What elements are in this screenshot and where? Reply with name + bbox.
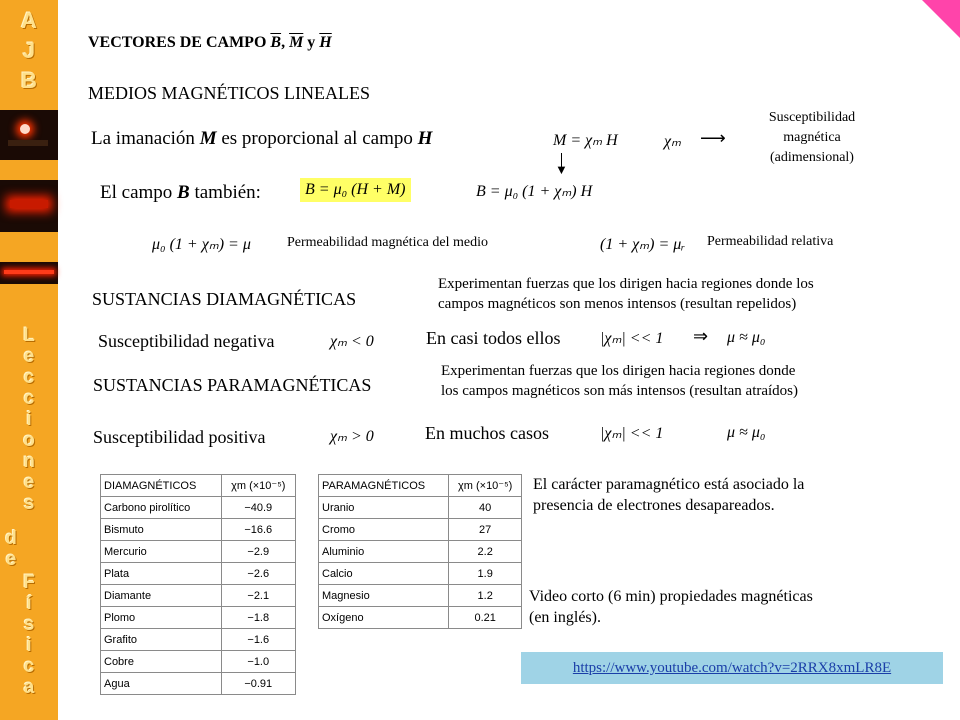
- title-sep: ,: [281, 34, 290, 51]
- paramagnetic-table: [318, 474, 522, 629]
- text: La imanación: [91, 128, 200, 149]
- material-name: Cobre: [101, 651, 222, 673]
- table-header-cell: PARAMAGNÉTICOS: [319, 475, 449, 497]
- label-line: Susceptibilidad: [768, 110, 856, 125]
- desc-line: los campos magnéticos son más intensos (resultan atraídos): [441, 383, 799, 399]
- label-line: (adimensional): [770, 150, 854, 165]
- title-vector-b: $\overline{B}$: [270, 34, 282, 51]
- sidebar-letter: B: [21, 68, 37, 93]
- material-name: Bismuto: [101, 519, 222, 541]
- table-row: [319, 563, 522, 585]
- title-text: VECTORES DE CAMPO: [88, 34, 271, 51]
- table-row: [319, 541, 522, 563]
- table-header-cell: DIAMAGNÉTICOS: [101, 475, 222, 497]
- formula-b-highlighted: B = μ₀ (H + M): [300, 178, 411, 202]
- lab-photo-3: [0, 262, 58, 284]
- table-row: [101, 629, 296, 651]
- approx-dia: |χₘ| << 1: [600, 330, 664, 347]
- susceptibility-value: 1.2: [449, 585, 522, 607]
- material-name: Magnesio: [319, 585, 449, 607]
- sidebar-letter: c: [23, 656, 35, 677]
- formula-b-chi: B = μ₀ (1 + χₘ) H: [476, 183, 593, 200]
- material-name: Diamante: [101, 585, 222, 607]
- table-header-row: [319, 475, 522, 497]
- video-link[interactable]: https://www.youtube.com/watch?v=2RRX8xmLR8E: [521, 652, 943, 684]
- magnetization-sentence: [91, 128, 432, 150]
- material-name: Uranio: [319, 497, 449, 519]
- title-vector-h: $\overline{H}$: [319, 34, 332, 51]
- lab-photo-1: [0, 110, 58, 160]
- result-para: μ ≈ μ₀: [727, 424, 766, 441]
- cases-dia: En casi todos ellos: [426, 328, 561, 348]
- table-row: [319, 607, 522, 629]
- material-name: Plata: [101, 563, 222, 585]
- chi-symbol: χₘ: [664, 133, 682, 150]
- susceptibility-value: 0.21: [449, 607, 522, 629]
- susceptibility-value: −1.6: [221, 629, 295, 651]
- cases-para: En muchos casos: [425, 423, 549, 443]
- video-note: [529, 586, 813, 628]
- table-row: [101, 519, 296, 541]
- relative-permeability-label: Permeabilidad relativa: [707, 234, 834, 249]
- susceptibility-value: −2.6: [221, 563, 295, 585]
- material-name: Cromo: [319, 519, 449, 541]
- material-name: Calcio: [319, 563, 449, 585]
- susceptibility-value: 40: [449, 497, 522, 519]
- table-row: [101, 651, 296, 673]
- note-line: presencia de electrones desapareados.: [533, 497, 775, 514]
- material-name: Carbono pirolítico: [101, 497, 222, 519]
- sidebar-letter: c: [23, 367, 35, 388]
- sidebar-letter: A: [21, 8, 37, 33]
- note-line: Video corto (6 min) propiedades magnéticas: [529, 588, 813, 605]
- table-row: [101, 563, 296, 585]
- susceptibility-value: −2.9: [221, 541, 295, 563]
- table-row: [319, 585, 522, 607]
- material-name: Aluminio: [319, 541, 449, 563]
- sidebar-letter: F: [23, 572, 35, 593]
- susceptibility-value: −0.91: [221, 673, 295, 695]
- table-row: [319, 497, 522, 519]
- sidebar-letter: e: [5, 549, 17, 570]
- table-row: [101, 541, 296, 563]
- sidebar-letter: e: [23, 346, 35, 367]
- condition-negative: χₘ < 0: [330, 333, 374, 350]
- table-row: [101, 673, 296, 695]
- susceptibility-value: −2.1: [221, 585, 295, 607]
- text: es proporcional al campo: [216, 128, 418, 149]
- desc-line: campos magnéticos son menos intensos (resultan repelidos): [438, 296, 797, 312]
- corner-decoration: [922, 0, 960, 38]
- desc-line: Experimentan fuerzas que los dirigen hacia regiones donde: [441, 363, 796, 379]
- paramagnetic-note: [533, 474, 804, 516]
- table-row: [101, 607, 296, 629]
- material-name: Grafito: [101, 629, 222, 651]
- page-title: [88, 34, 332, 52]
- approx-para: |χₘ| << 1: [600, 425, 664, 442]
- field-b-sentence: [100, 182, 261, 204]
- table-row: [101, 497, 296, 519]
- section-linear-media: MEDIOS MAGNÉTICOS LINEALES: [88, 83, 370, 103]
- formula-permeability: μ₀ (1 + χₘ) = μ: [152, 236, 251, 253]
- paramagnetic-description: [441, 361, 798, 401]
- sidebar-letter: i: [26, 635, 32, 656]
- symbol-h: H: [417, 128, 433, 149]
- paramagnetic-title: SUSTANCIAS PARAMAGNÉTICAS: [93, 375, 372, 395]
- sidebar-letter: d: [5, 528, 17, 549]
- lab-photo-2: [0, 180, 58, 232]
- susceptibility-value: 2.2: [449, 541, 522, 563]
- table-row: [101, 585, 296, 607]
- sidebar: [0, 0, 58, 720]
- diamagnetic-table: [100, 474, 296, 695]
- material-name: Agua: [101, 673, 222, 695]
- implies-icon: ⇒: [693, 326, 709, 346]
- table-header-cell: χm (×10⁻⁵): [221, 475, 295, 497]
- sidebar-letter: o: [23, 430, 35, 451]
- formula-relative-permeability: (1 + χₘ) = μᵣ: [600, 236, 686, 253]
- sidebar-letter: e: [23, 472, 35, 493]
- down-arrow-icon: ▼: [555, 162, 568, 177]
- condition-positive: χₘ > 0: [330, 428, 374, 445]
- table-header-cell: χm (×10⁻⁵): [449, 475, 522, 497]
- text: El campo: [100, 182, 178, 203]
- sidebar-letter: c: [23, 388, 35, 409]
- negative-susceptibility: Susceptibilidad negativa: [98, 331, 275, 351]
- material-name: Oxígeno: [319, 607, 449, 629]
- table-row: [319, 519, 522, 541]
- susceptibility-value: −1.8: [221, 607, 295, 629]
- permeability-label: Permeabilidad magnética del medio: [287, 235, 488, 250]
- susceptibility-value: −1.0: [221, 651, 295, 673]
- title-and: y: [303, 34, 320, 51]
- sidebar-letter: a: [23, 677, 35, 698]
- note-line: (en inglés).: [529, 609, 601, 626]
- label-line: magnética: [783, 130, 841, 145]
- sidebar-letter: s: [23, 614, 35, 635]
- positive-susceptibility: Susceptibilidad positiva: [93, 427, 266, 447]
- susceptibility-value: −16.6: [221, 519, 295, 541]
- susceptibility-value: 1.9: [449, 563, 522, 585]
- formula-magnetization: M = χₘ H: [553, 132, 618, 149]
- diamagnetic-description: [438, 274, 814, 314]
- symbol-m: M: [199, 128, 217, 149]
- right-arrow-icon: ⟶: [700, 128, 726, 148]
- susceptibility-value: 27: [449, 519, 522, 541]
- material-name: Plomo: [101, 607, 222, 629]
- note-line: El carácter paramagnético está asociado la: [533, 476, 805, 493]
- table-header-row: [101, 475, 296, 497]
- sidebar-letter: s: [23, 493, 35, 514]
- susceptibility-value: −40.9: [221, 497, 295, 519]
- sidebar-letter: L: [23, 325, 35, 346]
- desc-line: Experimentan fuerzas que los dirigen hacia regiones donde los: [438, 276, 814, 292]
- result-dia: μ ≈ μ₀: [727, 329, 766, 346]
- text: también:: [189, 182, 261, 203]
- sidebar-letter: í: [26, 593, 32, 614]
- diamagnetic-title: SUSTANCIAS DIAMAGNÉTICAS: [92, 289, 357, 309]
- sidebar-letter: J: [22, 38, 36, 63]
- title-vector-m: $\overline{M}$: [289, 34, 304, 51]
- material-name: Mercurio: [101, 541, 222, 563]
- sidebar-letter: i: [26, 409, 32, 430]
- symbol-b: B: [177, 182, 190, 203]
- sidebar-letter: n: [23, 451, 35, 472]
- susceptibility-label: [753, 108, 871, 168]
